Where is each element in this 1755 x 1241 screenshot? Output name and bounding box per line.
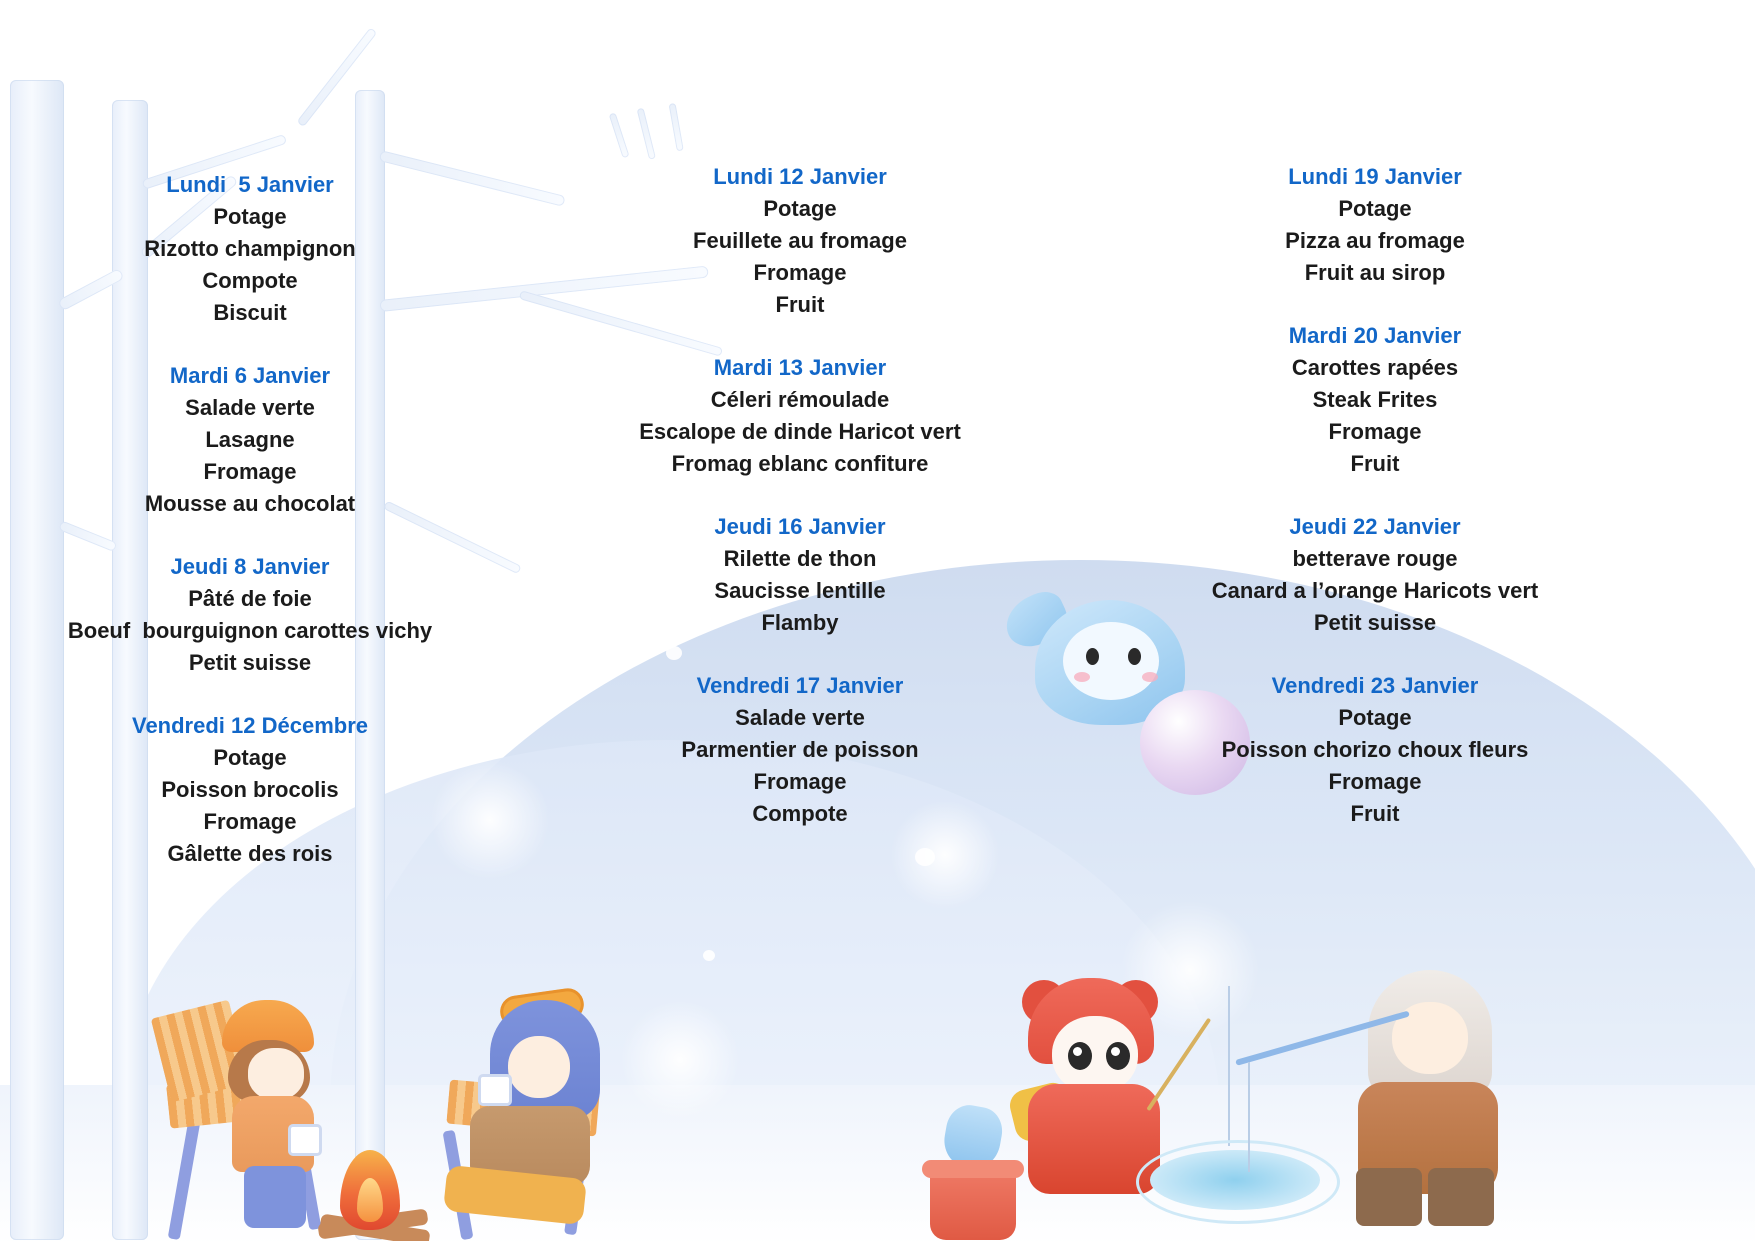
menu-day-block bbox=[600, 160, 1000, 321]
menu-dish: Lasagne bbox=[205, 427, 295, 452]
menu-dish: Rizotto champignon bbox=[144, 236, 356, 261]
menu-day-title: Mardi 6 Janvier bbox=[169, 363, 331, 388]
menu-dish: Parmentier de poisson bbox=[681, 737, 919, 762]
menu-day-title: Lundi 5 Janvier bbox=[166, 172, 334, 197]
menu-dish: Céleri rémoulade bbox=[710, 387, 890, 412]
menu-day-block bbox=[40, 168, 460, 329]
menu-dish: Feuillete au fromage bbox=[693, 228, 907, 253]
menu-dish: Potage bbox=[763, 196, 837, 221]
menu-dish: Salade verte bbox=[185, 395, 315, 420]
menu-dish: Escalope de dinde Haricot vert bbox=[639, 419, 961, 444]
menu-dish: Steak Frites bbox=[1312, 387, 1438, 412]
menu-day-title: Mardi 20 Janvier bbox=[1288, 323, 1462, 348]
menu-dish: Fruit bbox=[1350, 801, 1400, 826]
menu-day-block bbox=[600, 351, 1000, 480]
menu-dish: Mousse au chocolat bbox=[144, 491, 356, 516]
menu-day-block bbox=[1175, 669, 1575, 830]
menu-day-block bbox=[600, 510, 1000, 639]
menu-dish: betterave rouge bbox=[1292, 546, 1458, 571]
menu-dish: Compote bbox=[752, 801, 848, 826]
menu-column-3 bbox=[1175, 160, 1575, 830]
menu-dish: Rilette de thon bbox=[723, 546, 877, 571]
menu-dish: Fromage bbox=[753, 769, 847, 794]
menu-dish: Petit suisse bbox=[1313, 610, 1437, 635]
menu-dish: Saucisse lentille bbox=[714, 578, 886, 603]
menu-dish: Flamby bbox=[761, 610, 839, 635]
menu-day-title: Lundi 19 Janvier bbox=[1288, 164, 1462, 189]
menu-dish: Carottes rapées bbox=[1291, 355, 1459, 380]
menu-dish: Salade verte bbox=[735, 705, 865, 730]
menu-dish: Fromage bbox=[203, 459, 297, 484]
menu-dish: Poisson chorizo choux fleurs bbox=[1221, 737, 1529, 762]
menu-day-title: Vendredi 23 Janvier bbox=[1271, 673, 1479, 698]
menu-dish: Petit suisse bbox=[188, 650, 312, 675]
menu-dish: Pâté de foie bbox=[188, 586, 312, 611]
menu-day-title: Jeudi 8 Janvier bbox=[170, 554, 330, 579]
menu-dish: Fruit bbox=[775, 292, 825, 317]
menu-dish: Pizza au fromage bbox=[1285, 228, 1465, 253]
menu-day-block bbox=[40, 709, 460, 870]
menu-dish: Potage bbox=[1338, 705, 1412, 730]
menu-day-block bbox=[600, 669, 1000, 830]
menu-day-title: Jeudi 22 Janvier bbox=[1289, 514, 1461, 539]
menu-day-title: Vendredi 12 Décembre bbox=[131, 713, 368, 738]
menu-dish: Fromage bbox=[1328, 419, 1422, 444]
menu-dish: Fromag eblanc confiture bbox=[671, 451, 929, 476]
menu-day-block bbox=[1175, 319, 1575, 480]
menu-dish: Poisson brocolis bbox=[161, 777, 339, 802]
menu-day-title: Vendredi 17 Janvier bbox=[696, 673, 904, 698]
menu-day-title: Lundi 12 Janvier bbox=[713, 164, 887, 189]
menu-day-title: Mardi 13 Janvier bbox=[713, 355, 887, 380]
menu-dish: Fromage bbox=[1328, 769, 1422, 794]
menu-dish: Canard a l’orange Haricots vert bbox=[1211, 578, 1539, 603]
menu-dish: Fruit bbox=[1350, 451, 1400, 476]
menu-column-2 bbox=[600, 160, 1000, 830]
menu-dish: Boeuf bourguignon carottes vichy bbox=[67, 618, 433, 643]
menu-day-block bbox=[1175, 510, 1575, 639]
menu-dish: Gâlette des rois bbox=[167, 841, 333, 866]
menu-column-1 bbox=[40, 168, 460, 870]
menu-dish: Potage bbox=[1338, 196, 1412, 221]
menu-dish: Biscuit bbox=[213, 300, 287, 325]
menu-day-block bbox=[40, 359, 460, 520]
menu-dish: Fromage bbox=[753, 260, 847, 285]
menu-dish: Fromage bbox=[203, 809, 297, 834]
menu-day-title: Jeudi 16 Janvier bbox=[714, 514, 886, 539]
menu-dish: Fruit au sirop bbox=[1304, 260, 1446, 285]
menu-day-block bbox=[40, 550, 460, 679]
menu-day-block bbox=[1175, 160, 1575, 289]
menu-dish: Potage bbox=[213, 204, 287, 229]
menu-dish: Compote bbox=[202, 268, 298, 293]
menu-dish: Potage bbox=[213, 745, 287, 770]
